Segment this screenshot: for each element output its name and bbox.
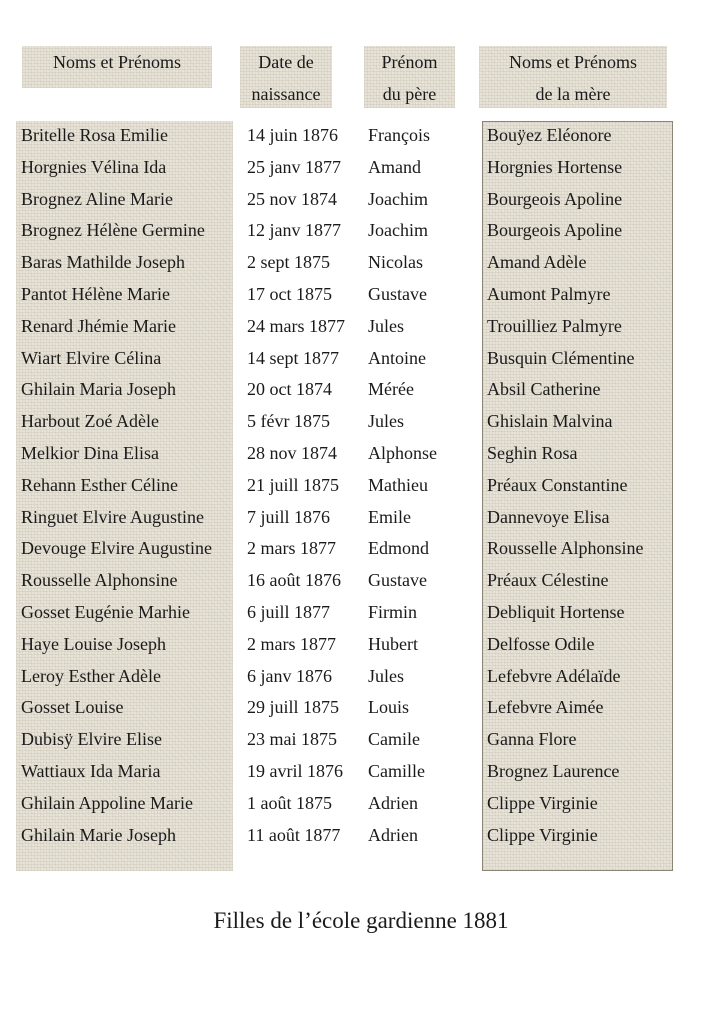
mother-name: Préaux Célestine	[487, 570, 609, 591]
father-first-name: Camille	[368, 760, 425, 781]
father-first-name: Nicolas	[368, 252, 423, 273]
birth-date: 17 oct 1875	[247, 283, 332, 304]
birth-date: 7 juill 1876	[247, 506, 331, 527]
father-first-name: Joachim	[368, 220, 428, 241]
mother-name: Bourgeois Apoline	[487, 188, 623, 209]
mother-name: Brognez Laurence	[487, 760, 620, 781]
pupil-name: Devouge Elvire Augustine	[21, 538, 212, 559]
birth-date: 11 août 1877	[247, 824, 341, 845]
pupil-name: Brognez Hélène Germine	[21, 220, 205, 241]
father-first-name: Amand	[368, 156, 421, 177]
pupil-name: Britelle Rosa Emilie	[21, 125, 168, 145]
birth-date: 12 janv 1877	[247, 220, 341, 241]
pupil-name: Leroy Esther Adèle	[21, 665, 161, 686]
birth-date: 6 juill 1877	[247, 601, 331, 622]
pupil-name: Wattiaux Ida Maria	[21, 760, 161, 781]
birth-date: 6 janv 1876	[247, 665, 332, 686]
pupil-name: Pantot Hélène Marie	[21, 283, 170, 304]
table-row	[0, 724, 722, 756]
pupil-name: Gosset Eugénie Marhie	[21, 601, 190, 622]
table-row	[0, 502, 722, 534]
father-first-name: Gustave	[368, 570, 427, 591]
header-names	[22, 46, 212, 88]
mother-name: Seghin Rosa	[487, 442, 578, 463]
pupil-name: Gosset Louise	[21, 697, 124, 718]
mother-name: Bourgeois Apoline	[487, 220, 623, 241]
mother-name: Ghislain Malvina	[487, 411, 613, 432]
father-first-name: Alphonse	[368, 442, 437, 463]
birth-date: 5 févr 1875	[247, 411, 330, 432]
table-row	[0, 152, 722, 184]
mother-name: Amand Adèle	[487, 252, 587, 273]
header-mother-line2: de la mère	[535, 84, 611, 104]
header-mother-line1: Noms et Prénoms	[509, 52, 637, 72]
pupil-name: Wiart Elvire Célina	[21, 347, 162, 368]
header-mother-names	[479, 46, 667, 108]
birth-date: 2 mars 1877	[247, 538, 336, 559]
mother-name: Horgnies Hortense	[487, 156, 623, 177]
header-birth-date-line2: naissance	[251, 84, 321, 104]
table-row	[0, 247, 722, 279]
birth-date: 24 mars 1877	[247, 315, 345, 336]
father-first-name: Adrien	[368, 824, 418, 845]
father-first-name: Hubert	[368, 633, 418, 654]
birth-date: 2 sept 1875	[247, 252, 330, 273]
mother-name: Préaux Constantine	[487, 474, 628, 495]
mother-name: Ganna Flore	[487, 729, 577, 750]
father-first-name: François	[368, 125, 430, 145]
birth-date: 19 avril 1876	[247, 760, 343, 781]
father-first-name: Jules	[368, 411, 404, 432]
mother-name: Debliquit Hortense	[487, 601, 625, 622]
mother-name: Lefebvre Aimée	[487, 697, 604, 718]
pupil-name: Ghilain Appoline Marie	[21, 792, 193, 813]
pupil-name: Dubisÿ Elvire Elise	[21, 729, 162, 750]
mother-name: Dannevoye Elisa	[487, 506, 610, 527]
father-first-name: Jules	[368, 665, 404, 686]
mother-name: Busquin Clémentine	[487, 347, 635, 368]
birth-date: 25 janv 1877	[247, 156, 341, 177]
pupil-name: Rehann Esther Céline	[21, 474, 178, 495]
header-father-first-name	[364, 46, 455, 108]
pupil-table	[0, 120, 722, 851]
table-row	[0, 120, 722, 152]
pupil-name: Horgnies Vélina Ida	[21, 156, 167, 177]
table-row	[0, 565, 722, 597]
pupil-name: Ringuet Elvire Augustine	[21, 506, 204, 527]
table-row	[0, 374, 722, 406]
table-row	[0, 820, 722, 852]
father-first-name: Mathieu	[368, 474, 428, 495]
father-first-name: Emile	[368, 506, 411, 527]
father-first-name: Edmond	[368, 538, 429, 559]
pupil-name: Harbout Zoé Adèle	[21, 411, 159, 432]
mother-name: Trouilliez Palmyre	[487, 315, 622, 336]
birth-date: 28 nov 1874	[247, 442, 337, 463]
table-row	[0, 597, 722, 629]
pupil-name: Rousselle Alphonsine	[21, 570, 178, 591]
mother-name: Aumont Palmyre	[487, 283, 611, 304]
table-row	[0, 788, 722, 820]
mother-name: Absil Catherine	[487, 379, 601, 400]
page-caption: Filles de l’école gardienne 1881	[213, 908, 509, 933]
pupil-name: Brognez Aline Marie	[21, 188, 173, 209]
table-row	[0, 661, 722, 693]
header-father-line1: Prénom	[381, 52, 438, 72]
table-row	[0, 343, 722, 375]
birth-date: 1 août 1875	[247, 792, 332, 813]
table-row	[0, 438, 722, 470]
birth-date: 25 nov 1874	[247, 188, 337, 209]
birth-date: 20 oct 1874	[247, 379, 332, 400]
father-first-name: Mérée	[368, 379, 414, 400]
pupil-name: Ghilain Marie Joseph	[21, 824, 176, 845]
pupil-name: Melkior Dina Elisa	[21, 442, 159, 463]
birth-date: 16 août 1876	[247, 570, 341, 591]
table-row	[0, 311, 722, 343]
table-row	[0, 533, 722, 565]
birth-date: 14 sept 1877	[247, 347, 339, 368]
father-first-name: Joachim	[368, 188, 428, 209]
birth-date: 14 juin 1876	[247, 125, 339, 145]
table-row	[0, 756, 722, 788]
father-first-name: Firmin	[368, 601, 418, 622]
birth-date: 2 mars 1877	[247, 633, 336, 654]
mother-name: Lefebvre Adélaïde	[487, 665, 621, 686]
table-row	[0, 279, 722, 311]
father-first-name: Adrien	[368, 792, 418, 813]
pupil-name: Renard Jhémie Marie	[21, 315, 176, 336]
header-names-label: Noms et Prénoms	[53, 52, 181, 72]
pupil-name: Haye Louise Joseph	[21, 633, 166, 654]
birth-date: 21 juill 1875	[247, 474, 340, 495]
father-first-name: Gustave	[368, 283, 427, 304]
header-birth-date	[240, 46, 332, 108]
father-first-name: Camile	[368, 729, 420, 750]
birth-date: 23 mai 1875	[247, 729, 337, 750]
table-row	[0, 692, 722, 724]
table-row	[0, 406, 722, 438]
header-birth-date-line1: Date de	[258, 52, 314, 72]
father-first-name: Antoine	[368, 347, 426, 368]
pupil-name: Baras Mathilde Joseph	[21, 252, 185, 273]
pupil-name: Ghilain Maria Joseph	[21, 379, 176, 400]
mother-name: Clippe Virginie	[487, 792, 598, 813]
header-father-line2: du père	[382, 84, 437, 104]
father-first-name: Louis	[368, 697, 410, 718]
table-row	[0, 470, 722, 502]
birth-date: 29 juill 1875	[247, 697, 340, 718]
mother-name: Clippe Virginie	[487, 824, 598, 845]
table-row	[0, 184, 722, 216]
table-row	[0, 629, 722, 661]
table-row	[0, 215, 722, 247]
father-first-name: Jules	[368, 315, 404, 336]
mother-name: Bouÿez Eléonore	[487, 125, 612, 145]
mother-name: Rousselle Alphonsine	[487, 538, 644, 559]
mother-name: Delfosse Odile	[487, 633, 595, 654]
